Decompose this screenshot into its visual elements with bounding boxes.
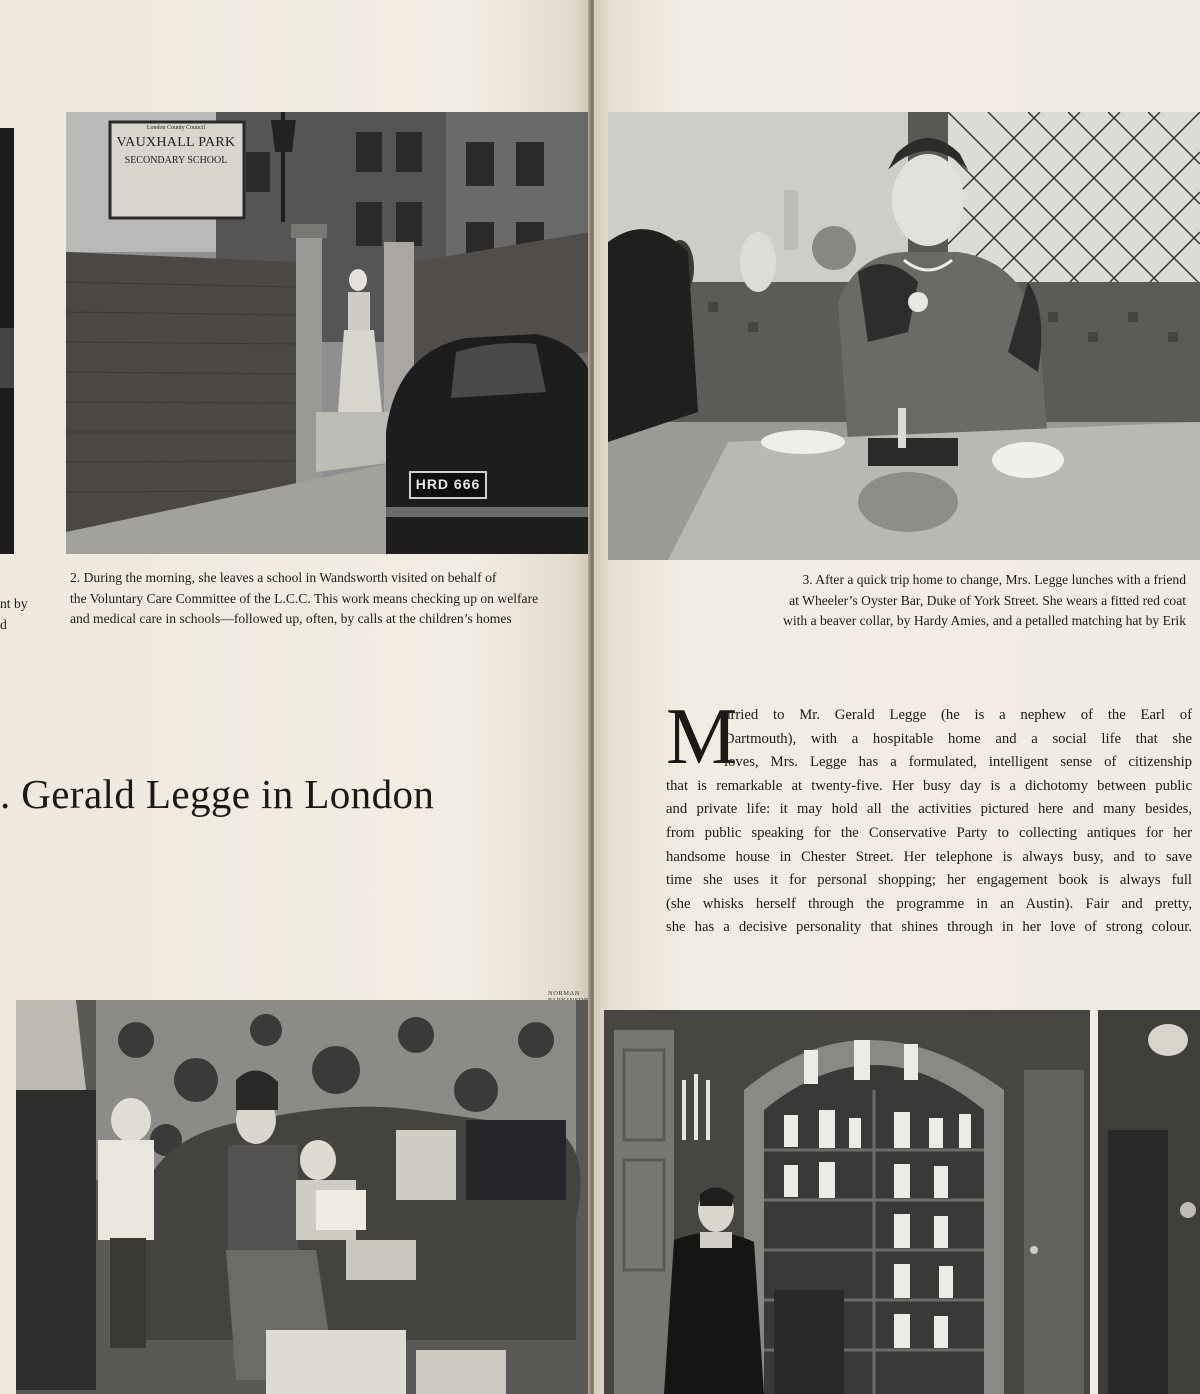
photo-credit: NORMAN [548, 990, 580, 997]
caption-2: 2. During the morning, she leaves a school in Wandsworth visited on behalf of the Voluntary Care Committee of the L.C.C. This work means checking up on welfare and medical care in schools—followed up, often, by calls at the children’s homes [70, 570, 539, 626]
license-plate: HRD 666 [415, 476, 481, 492]
drop-cap: M [666, 693, 738, 781]
oyster-bar-photo [608, 112, 1200, 560]
left-edge-photo [0, 128, 14, 554]
article-body: arried to Mr. Gerald Legge (he is a nephew of the Earl of Dartmouth), with a hospitable home and a social life that she loves, Mrs. Legge has a formulated, intelligent sense of citizenship that is remarkable at twenty-five. Her busy day is a dichotomy between public and private life: it may hold all the activities pictured here and many besides, from public speaking for the Conservative Party to collecting antiques for her handsome house in Chester Street. Her telephone is always busy, and to save time she uses it for personal shopping; her engagement book is always full (she whisks herself through the programme in an Austin). Fair and pretty, she has a decisive personality that shines through in her love of strong colour. [666, 707, 1192, 936]
left-page [0, 0, 590, 1394]
family-sofa-photo [16, 1000, 590, 1394]
left-edge-caption: nt by d [0, 596, 28, 632]
school-photo [66, 112, 590, 554]
caption-3: 3. After a quick trip home to change, Mrs. Legge lunches with a friend at Wheeler’s Oyster Bar, Duke of York Street. She wears a fitted red coat with a beaver collar, by Hardy Amies, and a petalled matching hat by Erik [783, 572, 1186, 628]
school-sign: London County Council VAUXHALL PARK SECONDARY SCHOOL [116, 125, 236, 166]
staffordshire-figures-photo [604, 1010, 1090, 1394]
right-edge-photo [1098, 1010, 1200, 1394]
page-headline: . Gerald Legge in London [0, 771, 435, 817]
